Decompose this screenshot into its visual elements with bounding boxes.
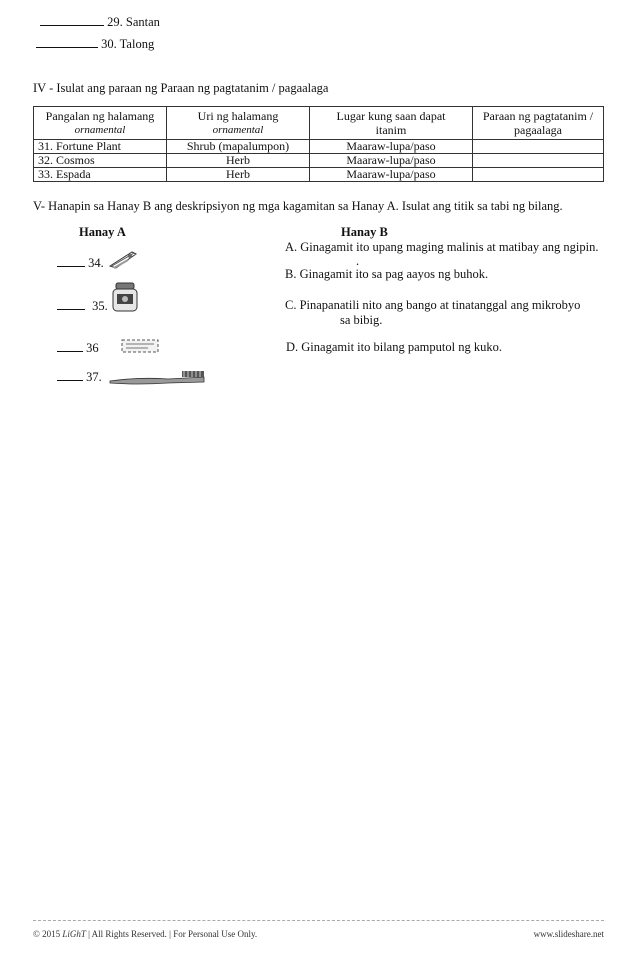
col-b-option-c-cont: sa bibig. [340, 313, 383, 327]
nail-clipper-icon [108, 248, 138, 270]
col-b-title: Hanay B [341, 225, 388, 239]
mouthwash-jar-icon [110, 281, 140, 313]
col-b-option-d: D. Ginagamit ito bilang pamputol ng kuko. [286, 340, 502, 354]
header-plant-name: Pangalan ng halamang ornamental [34, 107, 167, 140]
method-answer-cell[interactable] [473, 154, 604, 168]
method-answer-cell[interactable] [473, 140, 604, 154]
answer-blank[interactable] [57, 340, 83, 352]
item-37: 37. [57, 369, 102, 385]
answer-blank[interactable] [57, 255, 85, 267]
col-b-option-c: C. Pinapanatili nito ang bango at tinatanggal ang mikrobyo [285, 298, 581, 312]
table-row: 32. Cosmos Herb Maaraw-lupa/paso [34, 154, 604, 168]
planting-table [33, 106, 604, 182]
header-place: Lugar kung saan dapat itanim [310, 107, 473, 140]
item-29: 29. Santan [40, 14, 160, 30]
answer-blank[interactable] [57, 369, 83, 381]
comb-icon [118, 334, 162, 358]
footer-divider [33, 920, 604, 921]
toothbrush-icon [108, 369, 210, 387]
col-a-title: Hanay A [79, 225, 126, 239]
col-b-option-b: B. Ginagamit ito sa pag aayos ng buhok. [285, 267, 489, 281]
col-b-option-a: A. Ginagamit ito upang maging malinis at matibay ang ngipin. [285, 240, 599, 254]
item-34: 34. [57, 255, 104, 271]
answer-blank[interactable] [57, 298, 85, 310]
header-plant-type: Uri ng halamang ornamental [167, 107, 310, 140]
item-36: 36 [57, 340, 99, 356]
item-30: 30. Talong [36, 36, 154, 52]
part4-instruction: IV - Isulat ang paraan ng Paraan ng pagtatanim / pagaalaga [33, 81, 329, 95]
answer-blank[interactable] [40, 14, 104, 26]
footer-copyright: © 2015 LiGhT | All Rights Reserved. | For Personal Use Only. [33, 929, 258, 939]
table-row: 31. Fortune Plant Shrub (mapalumpon) Maaraw-lupa/paso [34, 140, 604, 154]
answer-blank[interactable] [36, 36, 98, 48]
part5-instruction: V- Hanapin sa Hanay B ang deskripsiyon ng mga kagamitan sa Hanay A. Isulat ang titik sa tabi ng bilang. [33, 199, 563, 213]
table-row: 33. Espada Herb Maaraw-lupa/paso [34, 168, 604, 182]
header-method: Paraan ng pagtatanim / pagaalaga [473, 107, 604, 140]
item-35: 35. [57, 298, 108, 314]
method-answer-cell[interactable] [473, 168, 604, 182]
footer-site-link[interactable]: www.slideshare.net [533, 929, 604, 939]
col-b-option-a-dot: . [356, 254, 360, 268]
